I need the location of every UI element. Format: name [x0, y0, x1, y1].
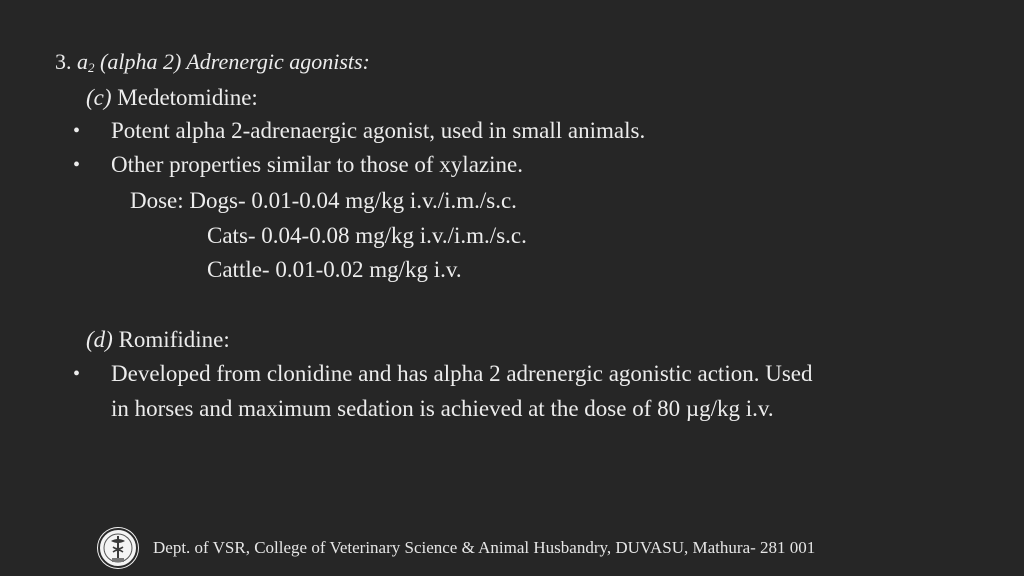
bullet-icon: • [73, 154, 81, 176]
section-c-bullet-1: Potent alpha 2-adrenaergic agonist, used in small animals. [111, 118, 646, 143]
section-d-heading [86, 326, 230, 354]
section-c-name: Medetomidine: [117, 85, 258, 110]
footer [97, 527, 977, 571]
section-c-heading [86, 84, 258, 112]
section-d-bullet-line-2: in horses and maximum sedation is achieved at the dose of 80 µg/kg i.v. [111, 396, 774, 421]
university-seal-icon [97, 527, 139, 569]
section-c-label: (c) [86, 85, 112, 110]
section-d-label: (d) [86, 327, 113, 352]
bullet-icon: • [73, 363, 81, 385]
heading-number: 3. [55, 49, 72, 74]
alpha-symbol: a [77, 49, 88, 74]
alpha-subscript: 2 [88, 60, 95, 75]
slide-heading [55, 48, 370, 82]
footer-text: Dept. of VSR, College of Veterinary Science & Animal Husbandry, DUVASU, Mathura- 281 001 [153, 538, 816, 557]
section-d-name: Romifidine: [118, 327, 230, 352]
dose-dogs: Dose: Dogs- 0.01-0.04 mg/kg i.v./i.m./s.c. [130, 188, 517, 213]
bullet-icon: • [73, 120, 81, 142]
section-d-bullet-line-1: Developed from clonidine and has alpha 2 adrenergic agonistic action. Used [111, 361, 813, 386]
section-c-bullet-2: Other properties similar to those of xylazine. [111, 152, 523, 177]
dose-cats: Cats- 0.04-0.08 mg/kg i.v./i.m./s.c. [207, 223, 527, 248]
heading-title: (alpha 2) Adrenergic agonists: [100, 49, 370, 74]
dose-cattle: Cattle- 0.01-0.02 mg/kg i.v. [207, 257, 462, 282]
